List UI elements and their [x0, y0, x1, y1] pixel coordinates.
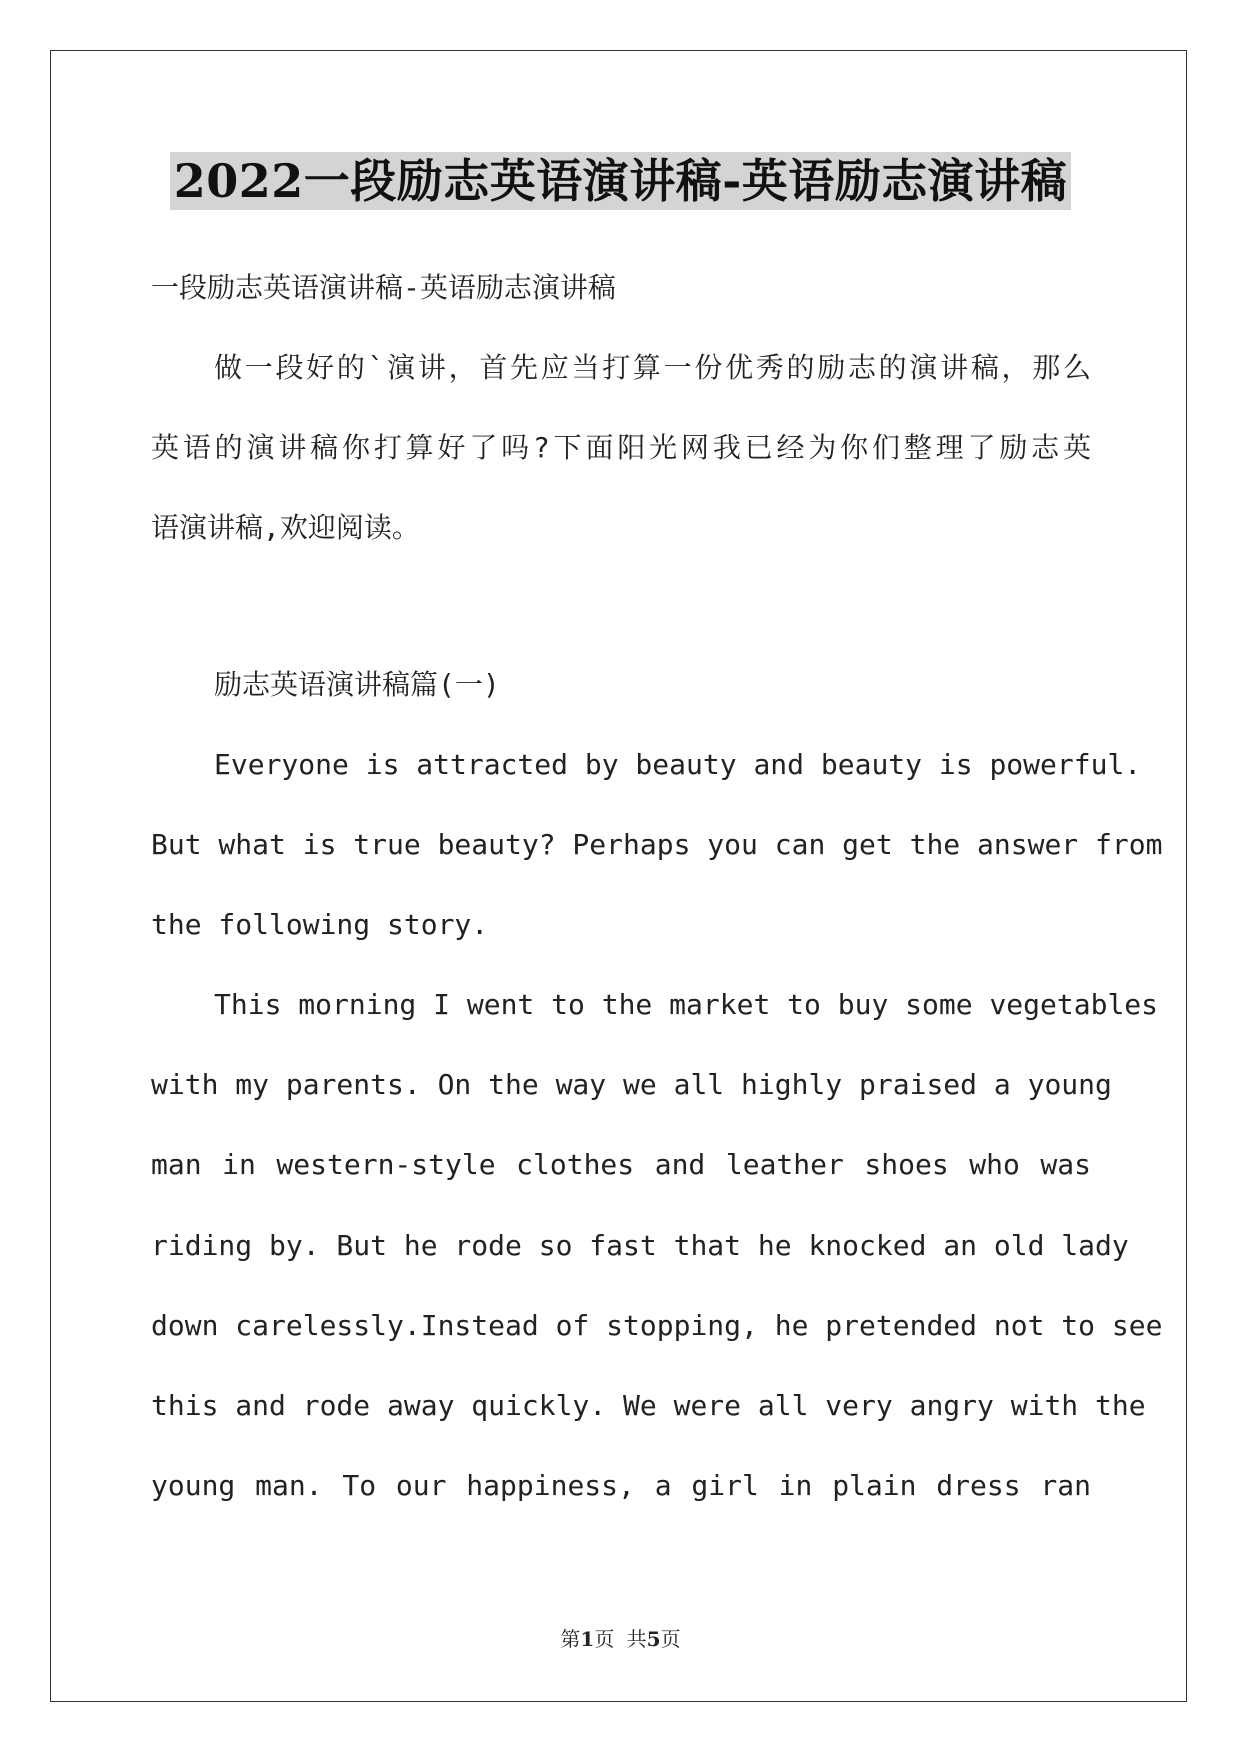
paragraph-line: the following story.: [151, 908, 489, 941]
paragraph-line: riding by. But he rode so fast that he knocked an old lady: [151, 1229, 1129, 1262]
page-mid: 页 共: [594, 1627, 647, 1651]
paragraph-line: with my parents. On the way we all highly praised a young: [151, 1068, 1112, 1101]
paragraph-line: young man. To our happiness, a girl in plain dress ran: [151, 1469, 1091, 1502]
page-current: 1: [580, 1627, 595, 1651]
document-title: 2022一段励志英语演讲稿-英语励志演讲稿: [170, 152, 1072, 210]
document-subtitle: 一段励志英语演讲稿-英语励志演讲稿: [151, 271, 616, 304]
page-suffix: 页: [660, 1627, 681, 1651]
page-total: 5: [646, 1627, 661, 1651]
intro-line: 英语的演讲稿你打算好了吗?下面阳光网我已经为你们整理了励志英: [151, 431, 1091, 464]
title-container: [0, 152, 1241, 210]
page-prefix: 第: [560, 1627, 581, 1651]
paragraph-line: This morning I went to the market to buy some vegetables: [214, 988, 1159, 1021]
paragraph-line: But what is true beauty? Perhaps you can get the answer from: [151, 828, 1163, 861]
section-heading: 励志英语演讲稿篇(一): [214, 668, 500, 701]
page-footer: [0, 1623, 1241, 1652]
intro-line: 语演讲稿,欢迎阅读。: [151, 511, 420, 544]
paragraph-line: this and rode away quickly. We were all very angry with the: [151, 1389, 1146, 1422]
paragraph-line: down carelessly.Instead of stopping, he pretended not to see: [151, 1309, 1163, 1342]
paragraph-line: Everyone is attracted by beauty and beauty is powerful.: [214, 748, 1142, 781]
paragraph-line: man in western-style clothes and leather shoes who was: [151, 1148, 1091, 1181]
intro-line: 做一段好的`演讲，首先应当打算一份优秀的励志的演讲稿，那么: [214, 351, 1091, 384]
